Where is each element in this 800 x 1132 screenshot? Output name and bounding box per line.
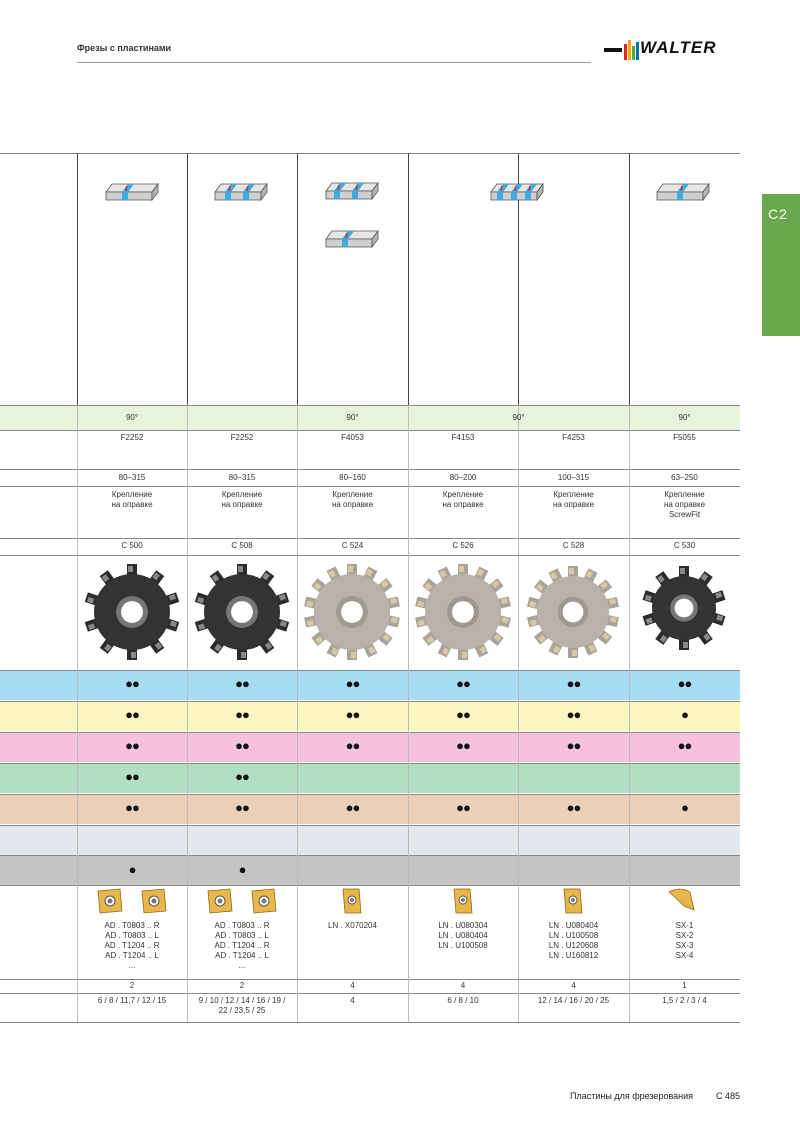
diameter-range: 80–315 bbox=[118, 473, 146, 482]
insert-designations: SX-1 SX-2 SX-3 SX-4 bbox=[675, 921, 694, 960]
insert-ln-icon bbox=[558, 886, 588, 916]
suitability-dots: ●● bbox=[345, 738, 360, 753]
catalog-page-link[interactable]: C 526 bbox=[452, 541, 474, 550]
angle-value bbox=[187, 413, 297, 425]
catalog-page-link[interactable]: C 500 bbox=[121, 541, 143, 550]
column-divider bbox=[297, 153, 298, 405]
diameter-range: 80–200 bbox=[449, 473, 477, 482]
suitability-dots: ●● bbox=[677, 676, 692, 691]
cutting-widths: 9 / 10 / 12 / 14 / 16 / 19 / 22 / 23,5 / 25 bbox=[198, 996, 286, 1015]
suitability-dots: ● bbox=[128, 862, 136, 877]
cutter-image bbox=[527, 566, 619, 658]
insert-ad-icon bbox=[95, 887, 125, 917]
suitability-dots bbox=[518, 831, 629, 847]
suitability-dots: ●● bbox=[125, 769, 139, 784]
insert-ad-icon bbox=[139, 887, 169, 917]
slot-pictogram-icon bbox=[489, 182, 545, 202]
cutter-code: F2252 bbox=[230, 433, 254, 442]
angle-value: 90° bbox=[125, 413, 139, 422]
cutter-code: F5055 bbox=[673, 433, 696, 442]
insert-count: 2 bbox=[239, 981, 245, 990]
slot-pictogram-icon bbox=[324, 229, 380, 249]
footer-label: Пластины для фрезерования bbox=[570, 1091, 694, 1101]
catalog-page-link[interactable]: C 528 bbox=[562, 541, 585, 550]
column-divider bbox=[77, 153, 78, 405]
insert-ln-icon bbox=[337, 886, 367, 916]
walter-logo bbox=[604, 36, 744, 60]
suitability-dots: ●● bbox=[235, 738, 249, 753]
column-divider bbox=[187, 153, 188, 405]
suitability-dots bbox=[297, 769, 408, 785]
suitability-dots bbox=[518, 862, 629, 878]
mounting-type: Крепление на оправке bbox=[111, 490, 153, 509]
insert-designations: LN . U080304 LN . U080404 LN . U100508 bbox=[438, 921, 488, 950]
cutter-code: F4153 bbox=[451, 433, 475, 442]
suitability-dots: ●● bbox=[345, 676, 360, 691]
suitability-dots: ● bbox=[238, 862, 246, 877]
suitability-dots: ●● bbox=[456, 800, 470, 815]
suitability-dots: ●● bbox=[566, 738, 581, 753]
column-divider bbox=[408, 153, 409, 405]
diameter-range: 80–160 bbox=[339, 473, 366, 482]
cutting-widths: 12 / 14 / 16 / 20 / 25 bbox=[537, 996, 610, 1005]
insert-ad-icon bbox=[205, 887, 235, 917]
suitability-dots bbox=[297, 831, 408, 847]
catalog-page-link[interactable]: C 524 bbox=[341, 541, 364, 550]
chapter-tab-label: C2 bbox=[768, 206, 788, 222]
insert-ln-icon bbox=[448, 886, 478, 916]
cutter-image bbox=[194, 564, 290, 660]
mounting-type: Крепление на оправке bbox=[552, 490, 595, 509]
suitability-dots bbox=[629, 769, 740, 785]
insert-designations: LN . X070204 bbox=[328, 921, 377, 930]
insert-count: 4 bbox=[350, 981, 355, 990]
logo-text: WALTER bbox=[640, 38, 717, 57]
suitability-dots: ●● bbox=[235, 800, 249, 815]
suitability-dots bbox=[629, 831, 740, 847]
angle-value: 90° bbox=[346, 413, 359, 422]
cutter-code: F2252 bbox=[120, 433, 144, 442]
page-header-title: Фрезы с пластинами bbox=[77, 43, 172, 53]
suitability-dots: ●● bbox=[125, 738, 139, 753]
diameter-range: 63–250 bbox=[671, 473, 698, 482]
suitability-dots: ●● bbox=[125, 676, 139, 691]
suitability-dots: ●● bbox=[566, 707, 581, 722]
suitability-dots: ●● bbox=[235, 769, 249, 784]
suitability-dots: ●● bbox=[345, 800, 360, 815]
catalog-page-link[interactable]: C 530 bbox=[673, 541, 696, 550]
suitability-dots: ●● bbox=[456, 707, 470, 722]
diameter-range: 80–315 bbox=[228, 473, 256, 482]
suitability-dots bbox=[187, 831, 297, 847]
cutter-image bbox=[84, 564, 180, 660]
insert-count: 4 bbox=[571, 981, 576, 990]
insert-sx-icon bbox=[666, 884, 696, 914]
suitability-dots bbox=[408, 769, 518, 785]
mounting-type: Крепление на оправке bbox=[442, 490, 484, 509]
slot-pictogram-icon bbox=[213, 182, 269, 202]
suitability-dots: ●● bbox=[125, 800, 139, 815]
catalog-page-link[interactable]: C 508 bbox=[231, 541, 253, 550]
suitability-dots: ●● bbox=[456, 738, 470, 753]
insert-count: 2 bbox=[129, 981, 135, 990]
suitability-dots bbox=[408, 862, 518, 878]
cutting-widths: 6 / 8 / 11,7 / 12 / 15 bbox=[97, 996, 167, 1005]
insert-ad-icon bbox=[249, 887, 279, 917]
cutter-image bbox=[304, 564, 400, 660]
cutter-code: F4053 bbox=[341, 433, 364, 442]
angle-value: 90° bbox=[512, 413, 525, 422]
insert-count: 1 bbox=[682, 981, 687, 990]
cutting-widths: 6 / 8 / 10 bbox=[447, 996, 479, 1005]
suitability-dots bbox=[77, 831, 187, 847]
insert-designations: LN . U080404 LN . U100508 LN . U120608 LN . U160812 bbox=[548, 921, 599, 960]
mounting-type: Крепление на оправке ScrewFit bbox=[663, 490, 706, 519]
insert-designations: AD . T0803 .. R AD . T0803 .. L AD . T1204 .. R AD . T1204 .. L ... bbox=[104, 921, 160, 970]
chapter-tab[interactable] bbox=[762, 194, 800, 336]
suitability-dots bbox=[518, 769, 629, 785]
suitability-dots: ●● bbox=[566, 676, 581, 691]
mounting-type: Крепление на оправке bbox=[331, 490, 374, 509]
cutter-image bbox=[642, 566, 726, 650]
column-divider bbox=[629, 153, 630, 405]
angle-value: 90° bbox=[678, 413, 691, 422]
suitability-dots: ●● bbox=[235, 707, 249, 722]
cutting-widths: 1,5 / 2 / 3 / 4 bbox=[662, 996, 707, 1005]
suitability-dots: ● bbox=[681, 800, 688, 815]
suitability-dots bbox=[629, 862, 740, 878]
insert-count: 4 bbox=[460, 981, 466, 990]
header-rule bbox=[77, 62, 591, 63]
mounting-type: Крепление на оправке bbox=[221, 490, 263, 509]
diameter-range: 100–315 bbox=[557, 473, 590, 482]
suitability-dots: ●● bbox=[235, 676, 249, 691]
insert-designations: AD . T0803 .. R AD . T0803 .. L AD . T1204 .. R AD . T1204 .. L ... bbox=[214, 921, 270, 970]
suitability-dots bbox=[297, 862, 408, 878]
suitability-dots: ●● bbox=[345, 707, 360, 722]
slot-pictogram-icon bbox=[655, 182, 711, 202]
footer-page-number: C 485 bbox=[716, 1091, 741, 1101]
cutter-code: F4253 bbox=[562, 433, 585, 442]
suitability-dots: ●● bbox=[677, 738, 692, 753]
suitability-dots: ●● bbox=[125, 707, 139, 722]
slot-pictogram-icon bbox=[104, 182, 160, 202]
slot-pictogram-icon bbox=[324, 181, 380, 201]
suitability-dots: ●● bbox=[566, 800, 581, 815]
suitability-dots bbox=[408, 831, 518, 847]
suitability-dots: ● bbox=[681, 707, 688, 722]
cutting-widths: 4 bbox=[350, 996, 355, 1005]
cutter-image bbox=[415, 564, 511, 660]
suitability-dots: ●● bbox=[456, 676, 470, 691]
table-rule bbox=[0, 1022, 740, 1023]
